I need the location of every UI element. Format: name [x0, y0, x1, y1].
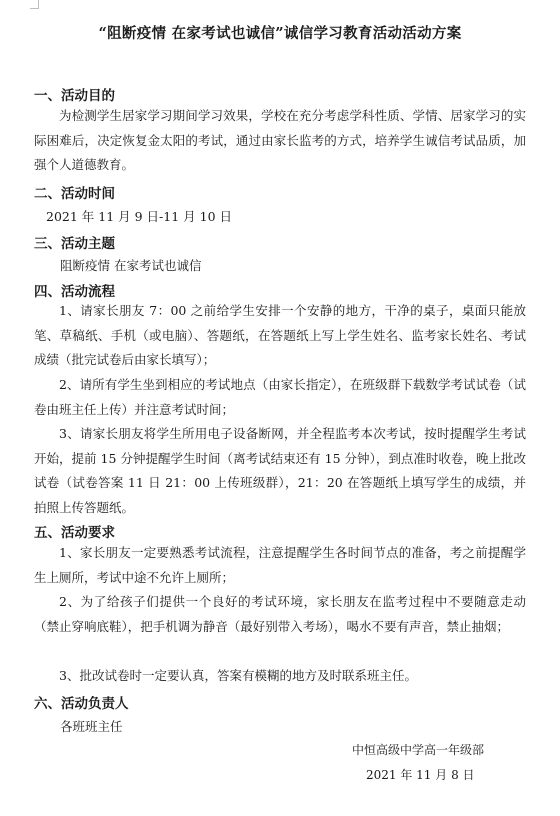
document-title: “阻断疫情 在家考试也诚信”诚信学习教育活动活动方案	[98, 25, 462, 42]
section-theme-text: 阻断疫情 在家考试也诚信	[60, 258, 202, 273]
requirement-item-3: 3、批改试卷时一定要认真，答案有模糊的地方及时联系班主任。	[59, 668, 417, 683]
section-heading-time: 二、活动时间	[34, 186, 115, 202]
footer-organization: 中恒高级中学高一年级部	[352, 743, 485, 757]
section-heading-process: 四、活动流程	[34, 284, 115, 300]
section-responsible-text: 各班班主任	[60, 719, 123, 734]
section-heading-requirements: 五、活动要求	[34, 525, 115, 541]
process-item-3: 3、请家长朋友将学生所用电子设备断网，并全程监考本次考试，按时提醒学生考试开始，提前 15 分钟提醒学生时间（离考试结束还有 15 分钟），到点准时收卷，晚上批改试卷（试卷答案 11 日 21：00 上传班级群），21：20 在答题纸上填写学生的成绩，并拍照上传答题纸。	[34, 426, 526, 516]
section-purpose-paragraph: 为检测学生居家学习期间学习效果，学校在充分考虑学科性质、学情、居家学习的实际困难后，决定恢复金太阳的考试，通过由家长监考的方式，培养学生诚信考试品质，加强个人道德教育。	[34, 108, 526, 173]
section-heading-responsible: 六、活动负责人	[34, 696, 129, 712]
section-time-text: 2021 年 11 月 9 日-11 月 10 日	[46, 209, 232, 224]
process-item-1: 1、请家长朋友 7：00 之前给学生安排一个安静的地方，干净的桌子，桌面只能放笔、草稿纸、手机（或电脑）、答题纸，在答题纸上写上学生姓名、监考家长姓名、考试成绩（批完试卷后由家长填写）；	[34, 303, 526, 368]
footer-date: 2021 年 11 月 8 日	[366, 768, 475, 782]
requirement-item-1: 1、家长朋友一定要熟悉考试流程，注意提醒学生各时间节点的准备，考之前提醒学生上厕所，考试中途不允许上厕所；	[34, 545, 526, 585]
section-heading-purpose: 一、活动目的	[34, 88, 115, 104]
process-item-2: 2、请所有学生坐到相应的考试地点（由家长指定），在班级群下载数学考试试卷（试卷由班主任上传）并注意考试时间；	[34, 377, 526, 417]
page-corner-mark	[30, 0, 39, 9]
section-heading-theme: 三、活动主题	[34, 236, 115, 252]
requirement-item-2: 2、为了给孩子们提供一个良好的考试环境，家长朋友在监考过程中不要随意走动（禁止穿响底鞋），把手机调为静音（最好别带入考场），喝水不要有声音，禁止抽烟；	[34, 594, 526, 634]
